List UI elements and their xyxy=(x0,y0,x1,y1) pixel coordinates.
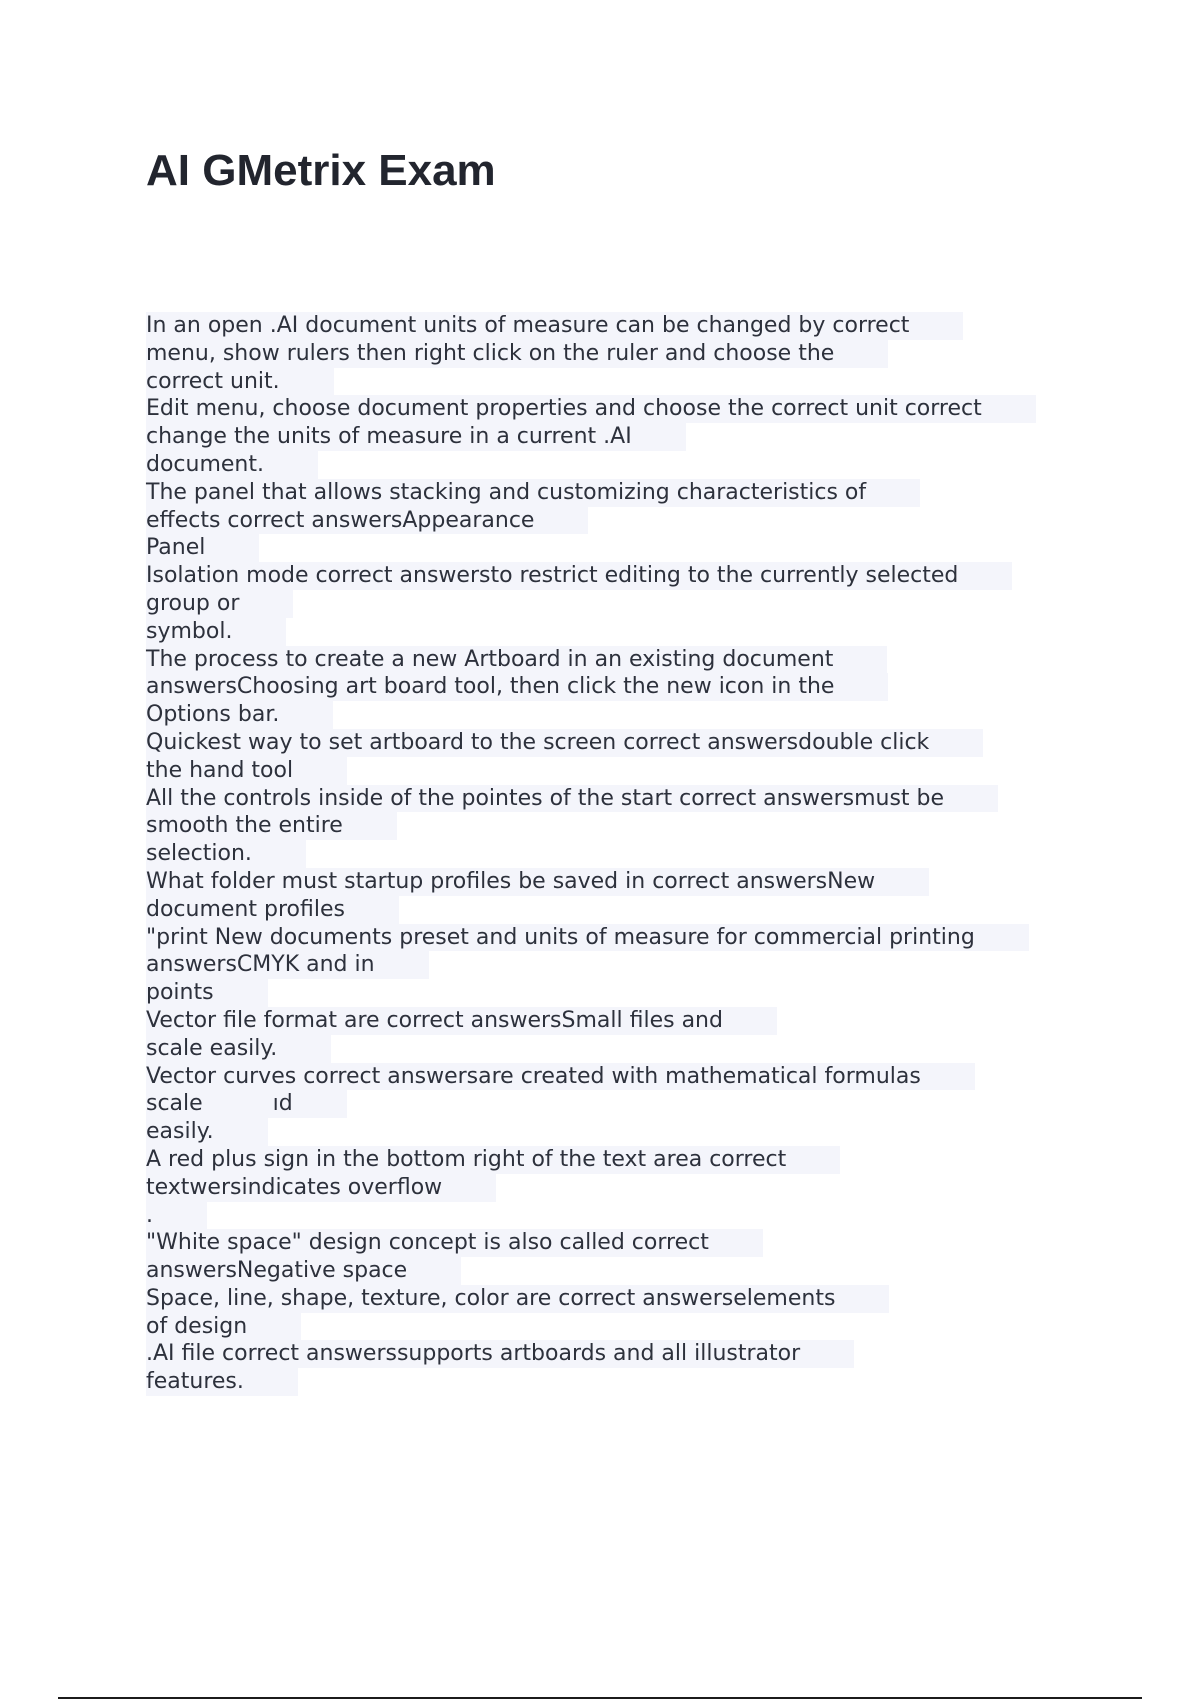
text-line: effects correct answersAppearance xyxy=(146,507,588,535)
text-line: "White space" design concept is also called correct xyxy=(146,1229,763,1257)
text-line: easily. xyxy=(146,1118,268,1146)
text-line: Vector curves correct answersare created with mathematical formulas xyxy=(146,1063,975,1091)
text-line: .AI file correct answerssupports artboards and all illustrator xyxy=(146,1340,854,1368)
text-line: In an open .AI document units of measure can be changed by correct xyxy=(146,312,963,340)
text-line: menu, show rulers then right click on the ruler and choose the xyxy=(146,340,888,368)
text-line: change the units of measure in a current .AI xyxy=(146,423,686,451)
text-line: document. xyxy=(146,451,318,479)
text-line: What folder must startup profiles be saved in correct answersNew xyxy=(146,868,929,896)
text-line: answersNegative space xyxy=(146,1257,461,1285)
text-line: "print New documents preset and units of measure for commercial printing xyxy=(146,924,1029,952)
text-line: Isolation mode correct answersto restrict editing to the currently selected xyxy=(146,562,1012,590)
text-line: Vector file format are correct answersSmall files and xyxy=(146,1007,777,1035)
document-body xyxy=(146,312,1076,1396)
text-line: features. xyxy=(146,1368,298,1396)
text-line: Options bar. xyxy=(146,701,333,729)
text-line: Quickest way to set artboard to the screen correct answersdouble click xyxy=(146,729,983,757)
page-bottom-rule xyxy=(58,1697,1142,1699)
text-line: All the controls inside of the pointes of the start correct answersmust be xyxy=(146,785,998,813)
document-title: AI GMetrix Exam xyxy=(146,146,496,195)
text-line: answersCMYK and in xyxy=(146,951,429,979)
text-line: document profiles xyxy=(146,896,399,924)
text-line: answersChoosing art board tool, then click the new icon in the xyxy=(146,673,888,701)
text-line: smooth the entire xyxy=(146,812,397,840)
text-line: the hand tool xyxy=(146,757,347,785)
text-line: scale ıd xyxy=(146,1090,347,1118)
text-line: The panel that allows stacking and customizing characteristics of xyxy=(146,479,920,507)
text-line: Space, line, shape, texture, color are correct answerselements xyxy=(146,1285,889,1313)
text-line: . xyxy=(146,1202,207,1230)
text-line: A red plus sign in the bottom right of the text area correct xyxy=(146,1146,840,1174)
text-line: points xyxy=(146,979,268,1007)
text-line: Edit menu, choose document properties and choose the correct unit correct xyxy=(146,395,1036,423)
text-line: The process to create a new Artboard in an existing document xyxy=(146,646,887,674)
text-line: Panel xyxy=(146,534,259,562)
text-line: of design xyxy=(146,1313,301,1341)
text-line: symbol. xyxy=(146,618,286,646)
text-line: scale easily. xyxy=(146,1035,331,1063)
text-line: correct unit. xyxy=(146,368,334,396)
text-line: textwersindicates overflow xyxy=(146,1174,496,1202)
text-line: selection. xyxy=(146,840,306,868)
text-line: group or xyxy=(146,590,293,618)
